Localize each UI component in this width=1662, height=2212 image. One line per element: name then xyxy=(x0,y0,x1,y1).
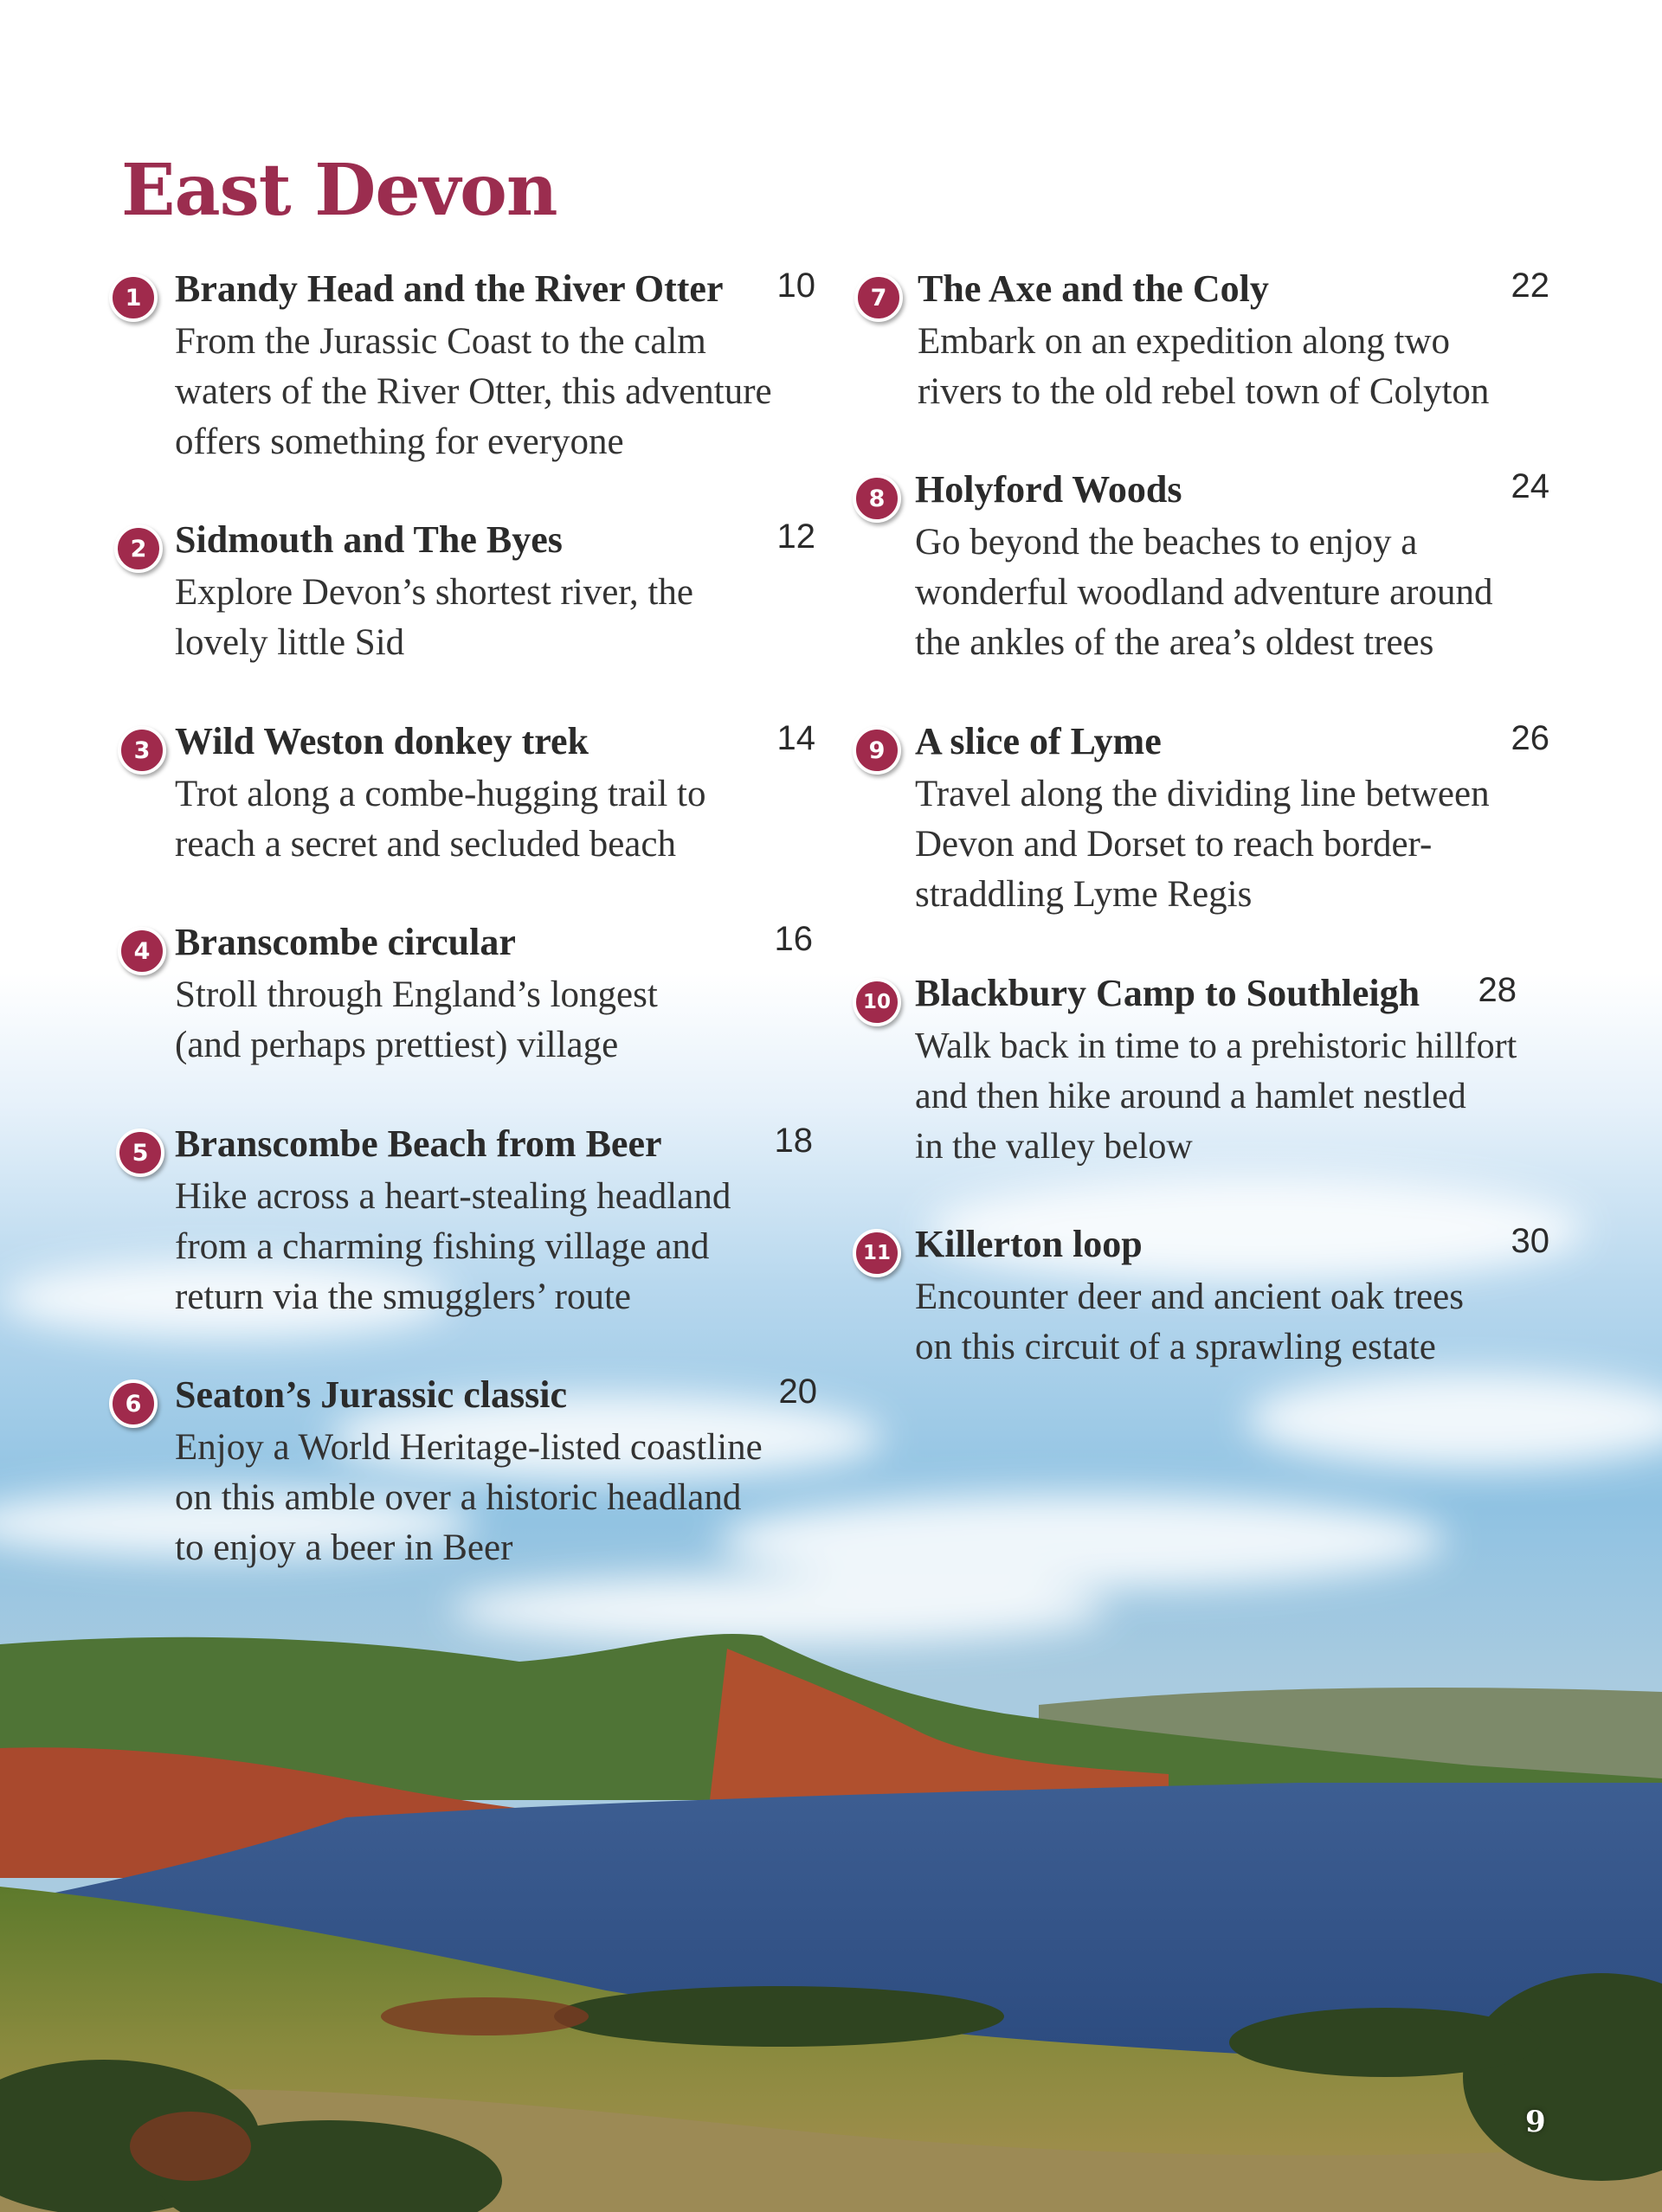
route-number-badge: 11 xyxy=(853,1229,901,1277)
route-entry-1[interactable] xyxy=(125,267,815,467)
route-name: Brandy Head and the River Otter xyxy=(175,267,724,310)
route-name: Seaton’s Jurassic classic xyxy=(175,1373,568,1416)
route-description-line: Trot along a combe-hugging trail to xyxy=(175,774,706,814)
route-entry-9[interactable] xyxy=(868,719,1549,920)
route-description-line: Explore Devon’s shortest river, the xyxy=(175,572,693,613)
route-description-line: From the Jurassic Coast to the calm xyxy=(175,321,706,362)
route-page-number: 10 xyxy=(776,267,815,305)
route-entry-11[interactable] xyxy=(862,1222,1549,1373)
route-description-line: Enjoy a World Heritage-listed coastline xyxy=(175,1427,763,1468)
route-number-badge: 3 xyxy=(118,726,166,775)
route-page-number: 26 xyxy=(1511,719,1549,757)
route-page-number: 14 xyxy=(776,719,815,757)
route-description-line: Go beyond the beaches to enjoy a xyxy=(915,522,1418,563)
route-page-number: 18 xyxy=(774,1122,813,1160)
route-description-line: wonderful woodland adventure around xyxy=(915,572,1493,613)
route-description-line: straddling Lyme Regis xyxy=(915,874,1253,915)
route-number-badge: 10 xyxy=(853,978,901,1026)
route-description-line: the ankles of the area’s oldest trees xyxy=(915,622,1434,663)
route-description-line: offers something for everyone xyxy=(175,421,624,462)
route-description-line: and then hike around a hamlet nestled xyxy=(915,1077,1466,1116)
route-number-badge: 6 xyxy=(109,1379,158,1428)
route-description-line: in the valley below xyxy=(915,1127,1193,1167)
route-number-badge: 1 xyxy=(109,273,158,322)
page-title: East Devon xyxy=(121,149,557,232)
route-page-number: 30 xyxy=(1511,1222,1549,1260)
route-name: Wild Weston donkey trek xyxy=(175,720,589,762)
route-name: Branscombe circular xyxy=(175,921,516,963)
route-description-line: return via the smugglers’ route xyxy=(175,1276,631,1317)
route-page-number: 16 xyxy=(774,920,813,958)
route-description-line: (and perhaps prettiest) village xyxy=(175,1025,619,1065)
route-entry-8[interactable] xyxy=(868,467,1549,668)
route-entry-3[interactable] xyxy=(133,719,815,870)
route-page-number: 24 xyxy=(1511,467,1549,505)
route-name: Blackbury Camp to Southleigh xyxy=(915,972,1420,1014)
route-description-line: to enjoy a beer in Beer xyxy=(175,1527,513,1568)
route-description-line: lovely little Sid xyxy=(175,622,405,663)
route-entry-10[interactable] xyxy=(862,971,1593,1172)
route-description-line: Encounter deer and ancient oak trees xyxy=(915,1276,1464,1317)
route-name: The Axe and the Coly xyxy=(918,267,1269,310)
route-number-badge: 7 xyxy=(854,273,903,322)
route-description-line: Travel along the dividing line between xyxy=(915,774,1490,814)
route-entry-4[interactable] xyxy=(133,920,813,1071)
route-number-badge: 2 xyxy=(114,524,163,573)
route-description-line: Embark on an expedition along two xyxy=(918,321,1450,362)
route-name: Branscombe Beach from Beer xyxy=(175,1122,662,1165)
page-folio-number: 9 xyxy=(1525,2105,1546,2139)
route-description-line: Stroll through England’s longest xyxy=(175,974,658,1015)
route-description-line: from a charming fishing village and xyxy=(175,1226,710,1267)
route-name: Sidmouth and The Byes xyxy=(175,518,563,561)
route-name: Holyford Woods xyxy=(915,468,1182,511)
route-description-line: rivers to the old rebel town of Colyton xyxy=(918,371,1490,412)
route-description-line: on this circuit of a sprawling estate xyxy=(915,1327,1436,1367)
route-page-number: 12 xyxy=(776,518,815,556)
route-description-line: reach a secret and secluded beach xyxy=(175,824,676,865)
route-description-line: Walk back in time to a prehistoric hillfort xyxy=(915,1026,1517,1066)
route-number-badge: 4 xyxy=(118,927,166,975)
route-page-number: 28 xyxy=(1478,971,1517,1009)
route-page-number: 20 xyxy=(778,1373,817,1411)
route-entry-5[interactable] xyxy=(132,1122,813,1322)
route-entry-2[interactable] xyxy=(130,518,815,668)
route-entry-7[interactable] xyxy=(870,267,1549,417)
route-number-badge: 8 xyxy=(853,474,901,523)
route-description-line: Devon and Dorset to reach border- xyxy=(915,824,1433,865)
route-name: A slice of Lyme xyxy=(915,720,1162,762)
route-page-number: 22 xyxy=(1511,267,1549,305)
route-name: Killerton loop xyxy=(915,1223,1143,1265)
route-description-line: waters of the River Otter, this adventure xyxy=(175,371,772,412)
route-entry-6[interactable] xyxy=(125,1373,817,1573)
route-description-line: Hike across a heart-stealing headland xyxy=(175,1176,731,1217)
route-description-line: on this amble over a historic headland xyxy=(175,1477,742,1518)
route-number-badge: 5 xyxy=(116,1129,164,1177)
route-number-badge: 9 xyxy=(853,726,901,775)
